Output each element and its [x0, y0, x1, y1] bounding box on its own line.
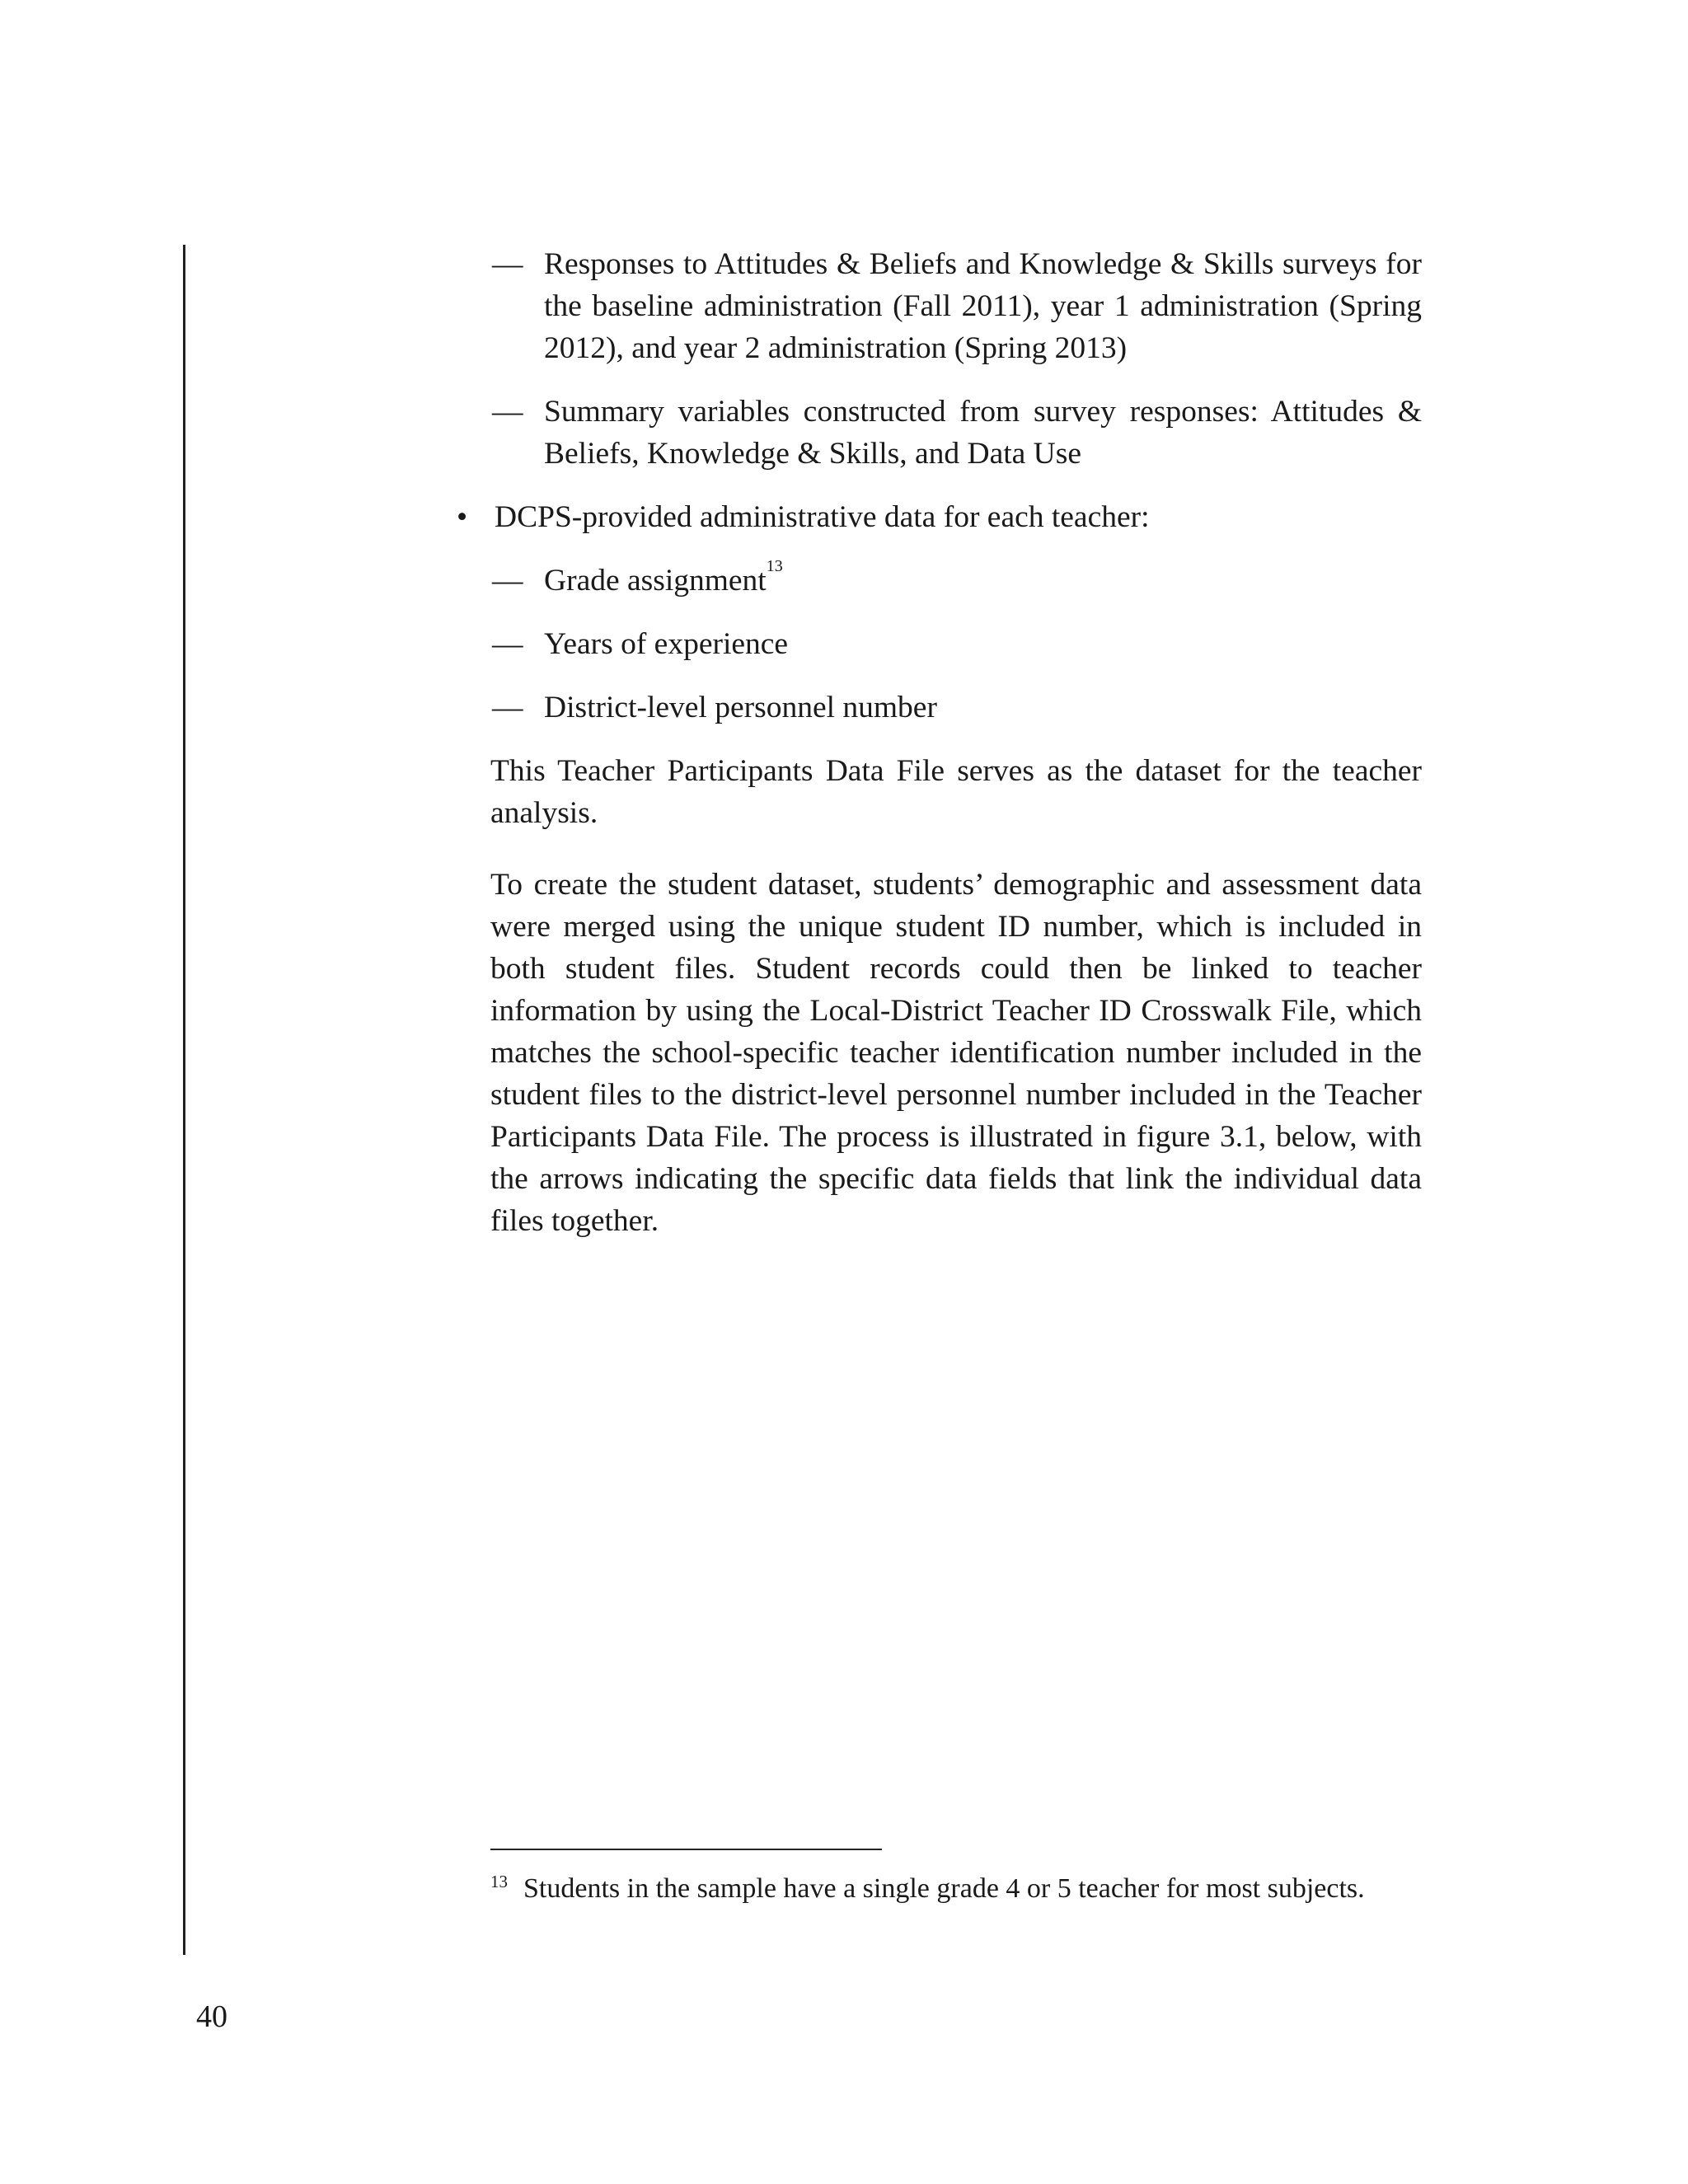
- paragraph: To create the student dataset, students’ demographic and assessment data were merged using the unique student ID number, which is included in both student files. Student records could then be linked to teacher information by using the Local-District Teacher ID Crosswalk File, which matches the school-specific teacher identification number included in the student files to the district-level personnel number included in the Teacher Participants Data File. The process is illustrated in figure 3.1, below, with the arrows indicating the specific data fields that link the individual data files together.: [490, 868, 1422, 1238]
- em-dash: —: [492, 627, 523, 661]
- footnote-separator: [490, 1849, 882, 1850]
- admin-data-bullet-text: DCPS-provided administrative data for each teacher:: [495, 500, 1150, 534]
- em-dash: —: [492, 691, 523, 724]
- footnote-reference: 13: [766, 557, 783, 575]
- survey-item: [412, 243, 1422, 369]
- admin-item-text: Grade assignment: [544, 564, 767, 598]
- em-dash: —: [492, 564, 523, 598]
- admin-item: [412, 557, 1422, 602]
- margin-rule: [183, 245, 185, 1955]
- footnote: [490, 1869, 1422, 1908]
- admin-item-text: District-level personnel number: [544, 691, 937, 724]
- em-dash: —: [492, 395, 523, 429]
- survey-item: [412, 391, 1422, 475]
- em-dash: —: [492, 247, 523, 281]
- body-text: [457, 243, 1422, 1242]
- admin-data-bullet: [412, 496, 1422, 538]
- bullet-icon: •: [457, 500, 468, 534]
- admin-item: [412, 687, 1422, 729]
- footnote-text: Students in the sample have a single grade 4 or 5 teacher for most subjects.: [523, 1873, 1365, 1904]
- admin-item: [412, 623, 1422, 665]
- survey-item-text: Responses to Attitudes & Beliefs and Knowledge & Skills surveys for the baseline administration (Fall 2011), year 1 administration (Spring 2012), and year 2 administration (Spring 2013): [544, 247, 1422, 365]
- paragraph: This Teacher Participants Data File serves as the dataset for the teacher analysis.: [490, 754, 1422, 830]
- admin-item-text: Years of experience: [544, 627, 789, 661]
- page-number: 40: [196, 1999, 227, 2034]
- footnote-number: 13: [490, 1872, 508, 1891]
- survey-item-text: Summary variables constructed from survey responses: Attitudes & Beliefs, Knowledge & Skills, and Data Use: [544, 395, 1422, 471]
